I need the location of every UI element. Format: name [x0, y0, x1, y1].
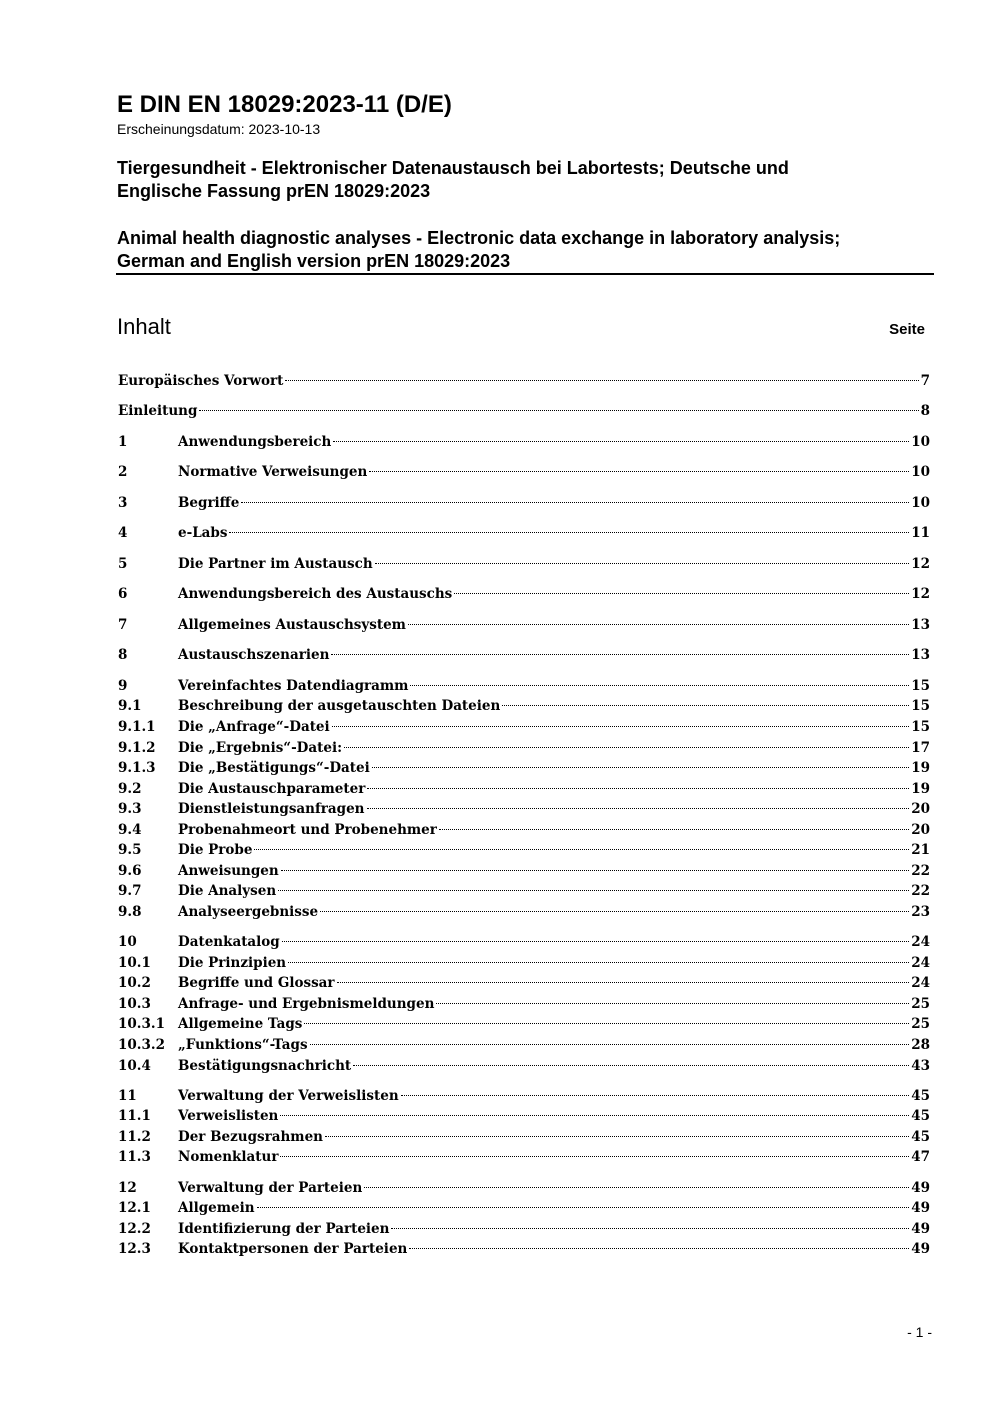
toc-entry-number: 3 [118, 495, 128, 511]
title-english-line-1: Animal health diagnostic analyses - Electronic data exchange in laboratory analysis; [117, 228, 841, 248]
toc-entry-page: 43 [911, 1058, 930, 1074]
toc-entry-page: 23 [911, 904, 930, 920]
toc-entry[interactable] [118, 462, 930, 482]
toc-entry-page: 17 [911, 740, 930, 756]
toc-dot-leader [375, 563, 910, 564]
toc-dot-leader [502, 705, 909, 706]
toc-entry-title: Dienstleistungsanfragen [178, 801, 365, 817]
toc-entry-title: Einleitung [118, 403, 198, 419]
toc-entry[interactable] [118, 401, 930, 421]
toc-entry[interactable] [118, 1014, 930, 1034]
toc-entry[interactable] [118, 953, 930, 973]
toc-entry[interactable] [118, 881, 930, 901]
toc-entry-title: Kontaktpersonen der Parteien [178, 1241, 408, 1257]
toc-entry[interactable] [118, 584, 930, 604]
toc-dot-leader [285, 380, 918, 381]
toc-entry-number: 10.1 [118, 955, 151, 971]
toc-entry[interactable] [118, 615, 930, 635]
toc-entry[interactable] [118, 717, 930, 737]
toc-entry-page: 19 [911, 760, 930, 776]
toc-entry-number: 12.1 [118, 1200, 151, 1216]
toc-entry-title: Verwaltung der Verweislisten [178, 1088, 399, 1104]
toc-entry[interactable] [118, 645, 930, 665]
toc-entry-number: 1 [118, 434, 128, 450]
toc-dot-leader [408, 624, 909, 625]
toc-dot-leader [410, 685, 909, 686]
toc-dot-leader [325, 1136, 909, 1137]
toc-dot-leader [332, 726, 910, 727]
toc-entry-page: 20 [911, 801, 930, 817]
toc-entry-page: 10 [911, 495, 930, 511]
toc-entry-number: 9.1.3 [118, 760, 156, 776]
title-german [117, 157, 933, 203]
toc-entry-title: e-Labs [178, 525, 228, 541]
toc-entry[interactable] [118, 994, 930, 1014]
toc-entry[interactable] [118, 932, 930, 952]
toc-entry-page: 49 [911, 1200, 930, 1216]
toc-dot-leader [367, 788, 909, 789]
toc-dot-leader [333, 441, 909, 442]
toc-entry-title: Anweisungen [178, 863, 279, 879]
toc-entry-page: 7 [920, 373, 930, 389]
toc-entry-page: 45 [911, 1088, 930, 1104]
toc-entry-page: 15 [911, 678, 930, 694]
toc-entry-title: Anwendungsbereich [178, 434, 332, 450]
toc-dot-leader [241, 502, 909, 503]
toc-entry[interactable] [118, 523, 930, 543]
toc-entry[interactable] [118, 676, 930, 696]
toc-entry-title: Identifizierung der Parteien [178, 1221, 390, 1237]
toc-entry[interactable] [118, 371, 930, 391]
toc-entry-page: 11 [911, 525, 930, 541]
toc-dot-leader [229, 532, 909, 533]
toc-entry-number: 12.3 [118, 1241, 151, 1257]
toc-entry[interactable] [118, 554, 930, 574]
toc-entry-title: Bestätigungsnachricht [178, 1058, 352, 1074]
toc-entry[interactable] [118, 1198, 930, 1218]
toc-entry-title: Anfrage- und Ergebnismeldungen [178, 996, 435, 1012]
toc-entry[interactable] [118, 1056, 930, 1076]
toc-entry-title: Austauschszenarien [178, 647, 330, 663]
toc-entry-number: 5 [118, 556, 128, 572]
toc-entry-page: 22 [911, 883, 930, 899]
toc-entry-number: 10.3.1 [118, 1016, 165, 1032]
toc-entry-page: 15 [911, 698, 930, 714]
toc-entry-title: Begriffe [178, 495, 240, 511]
toc-entry-page: 15 [911, 719, 930, 735]
toc-entry-page: 13 [911, 647, 930, 663]
title-divider [116, 273, 934, 275]
toc-entry-number: 10.2 [118, 975, 151, 991]
toc-entry-title: Verwaltung der Parteien [178, 1180, 363, 1196]
toc-entry-number: 9.3 [118, 801, 142, 817]
toc-dot-leader [337, 982, 910, 983]
toc-entry-number: 9.6 [118, 863, 142, 879]
toc-entry-page: 49 [911, 1221, 930, 1237]
toc-dot-leader [331, 654, 909, 655]
toc-entry-page: 25 [911, 996, 930, 1012]
toc-entry-title: Verweislisten [178, 1108, 279, 1124]
page-column-label: Seite [889, 321, 925, 338]
toc-entry-title: Die Probe [178, 842, 253, 858]
toc-dot-leader [372, 767, 909, 768]
toc-entry-page: 45 [911, 1129, 930, 1145]
toc-entry[interactable] [118, 799, 930, 819]
toc-entry-title: Begriffe und Glossar [178, 975, 335, 991]
toc-entry-page: 25 [911, 1016, 930, 1032]
toc-entry-number: 11.3 [118, 1149, 151, 1165]
toc-entry-number: 9.7 [118, 883, 142, 899]
toc-dot-leader [278, 890, 909, 891]
toc-entry-number: 10 [118, 934, 137, 950]
toc-entry-number: 9 [118, 678, 128, 694]
toc-entry[interactable] [118, 902, 930, 922]
toc-entry-page: 49 [911, 1180, 930, 1196]
toc-entry-number: 2 [118, 464, 128, 480]
toc-entry-page: 12 [911, 556, 930, 572]
toc-entry[interactable] [118, 696, 930, 716]
toc-entry-title: Europäisches Vorwort [118, 373, 284, 389]
toc-entry-page: 28 [911, 1037, 930, 1053]
toc-entry[interactable] [118, 738, 930, 758]
toc-entry-number: 10.3 [118, 996, 151, 1012]
toc-entry-title: Probenahmeort und Probenehmer [178, 822, 437, 838]
toc-entry[interactable] [118, 779, 930, 799]
toc-entry-page: 10 [911, 464, 930, 480]
toc-entry-title: Allgemeine Tags [178, 1016, 303, 1032]
toc-entry[interactable] [118, 758, 930, 778]
page-number: - 1 - [907, 1324, 932, 1340]
toc-entry-title: Datenkatalog [178, 934, 280, 950]
toc-entry-page: 22 [911, 863, 930, 879]
toc-dot-leader [199, 410, 918, 411]
toc-entry-number: 11.2 [118, 1129, 151, 1145]
toc-entry-title: Analyseergebnisse [178, 904, 319, 920]
toc-entry-number: 9.5 [118, 842, 142, 858]
toc-heading: Inhalt [117, 314, 171, 339]
toc-entry[interactable] [118, 1219, 930, 1239]
toc-entry[interactable] [118, 840, 930, 860]
toc-entry-number: 9.8 [118, 904, 142, 920]
toc-entry-title: Die Partner im Austausch [178, 556, 373, 572]
toc-entry-title: „Funktions“-Tags [178, 1037, 308, 1053]
toc-entry-number: 4 [118, 525, 128, 541]
toc-entry[interactable] [118, 1147, 930, 1167]
toc-entry-page: 47 [911, 1149, 930, 1165]
toc-dot-leader [364, 1187, 909, 1188]
toc-entry[interactable] [118, 973, 930, 993]
toc-dot-leader [310, 1044, 910, 1045]
toc-entry-page: 24 [911, 975, 930, 991]
toc-entry[interactable] [118, 1035, 930, 1055]
toc-entry-number: 9.1.1 [118, 719, 156, 735]
toc-entry-page: 24 [911, 955, 930, 971]
toc-entry-page: 19 [911, 781, 930, 797]
toc-dot-leader [401, 1095, 910, 1096]
toc-entry-number: 11 [118, 1088, 137, 1104]
toc-dot-leader [304, 1023, 909, 1024]
toc-entry-title: Die „Anfrage“-Datei [178, 719, 330, 735]
toc-entry-title: Der Bezugsrahmen [178, 1129, 323, 1145]
toc-dot-leader [254, 849, 909, 850]
toc-entry-page: 10 [911, 434, 930, 450]
toc-entry-number: 9.1.2 [118, 740, 156, 756]
toc-dot-leader [439, 829, 909, 830]
toc-entry-title: Die „Bestätigungs“-Datei [178, 760, 370, 776]
toc-entry-page: 21 [911, 842, 930, 858]
toc-dot-leader [281, 870, 910, 871]
toc-entry-number: 12.2 [118, 1221, 151, 1237]
toc-entry-title: Normative Verweisungen [178, 464, 368, 480]
toc-dot-leader [369, 471, 909, 472]
toc-dot-leader [288, 962, 909, 963]
document-id: E DIN EN 18029:2023-11 (D/E) [117, 91, 452, 118]
toc-entry-title: Allgemeines Austauschsystem [178, 617, 406, 633]
toc-entry-number: 10.3.2 [118, 1037, 165, 1053]
toc-entry-number: 9.1 [118, 698, 142, 714]
toc-entry-title: Allgemein [178, 1200, 255, 1216]
toc-dot-leader [367, 808, 910, 809]
title-german-line-2: Englische Fassung prEN 18029:2023 [117, 181, 431, 201]
toc-entry[interactable] [118, 1178, 930, 1198]
toc-entry-title: Die Austauschparameter [178, 781, 366, 797]
toc-entry-page: 24 [911, 934, 930, 950]
toc-entry-number: 7 [118, 617, 128, 633]
toc-entry-title: Vereinfachtes Datendiagramm [178, 678, 409, 694]
toc-entry-number: 10.4 [118, 1058, 151, 1074]
toc-entry-number: 11.1 [118, 1108, 151, 1124]
toc-dot-leader [454, 593, 909, 594]
toc-dot-leader [353, 1065, 909, 1066]
toc-dot-leader [257, 1207, 910, 1208]
toc-entry-title: Anwendungsbereich des Austauschs [178, 586, 453, 602]
toc-entry-page: 13 [911, 617, 930, 633]
toc-entry[interactable] [118, 1127, 930, 1147]
toc-dot-leader [280, 1156, 909, 1157]
toc-entry-number: 9.2 [118, 781, 142, 797]
toc-entry-title: Nomenklatur [178, 1149, 279, 1165]
toc-entry-number: 8 [118, 647, 128, 663]
toc-dot-leader [280, 1115, 909, 1116]
toc-entry[interactable] [118, 1106, 930, 1126]
toc-entry[interactable] [118, 432, 930, 452]
toc-dot-leader [282, 941, 909, 942]
toc-entry-page: 49 [911, 1241, 930, 1257]
toc-dot-leader [409, 1248, 909, 1249]
toc-entry-title: Die Analysen [178, 883, 277, 899]
toc-entry-page: 45 [911, 1108, 930, 1124]
toc-entry-number: 12 [118, 1180, 137, 1196]
toc-entry-number: 9.4 [118, 822, 142, 838]
toc-dot-leader [320, 911, 909, 912]
toc-entry[interactable] [118, 861, 930, 881]
toc-entry[interactable] [118, 1239, 930, 1259]
toc-entry[interactable] [118, 820, 930, 840]
toc-entry-title: Die „Ergebnis“-Datei: [178, 740, 343, 756]
title-german-line-1: Tiergesundheit - Elektronischer Datenaustausch bei Labortests; Deutsche und [117, 158, 789, 178]
publication-date: Erscheinungsdatum: 2023-10-13 [117, 121, 321, 137]
toc-entry-page: 20 [911, 822, 930, 838]
title-english-line-2: German and English version prEN 18029:2023 [117, 251, 511, 271]
toc-dot-leader [344, 747, 909, 748]
toc-entry-page: 8 [920, 403, 930, 419]
toc-entry-title: Die Prinzipien [178, 955, 287, 971]
toc-entry[interactable] [118, 1086, 930, 1106]
toc-entry-title: Beschreibung der ausgetauschten Dateien [178, 698, 501, 714]
toc-entry-page: 12 [911, 586, 930, 602]
toc-dot-leader [391, 1228, 909, 1229]
toc-entry-number: 6 [118, 586, 128, 602]
toc-entry[interactable] [118, 493, 930, 513]
toc-dot-leader [436, 1003, 909, 1004]
title-english [117, 227, 933, 273]
